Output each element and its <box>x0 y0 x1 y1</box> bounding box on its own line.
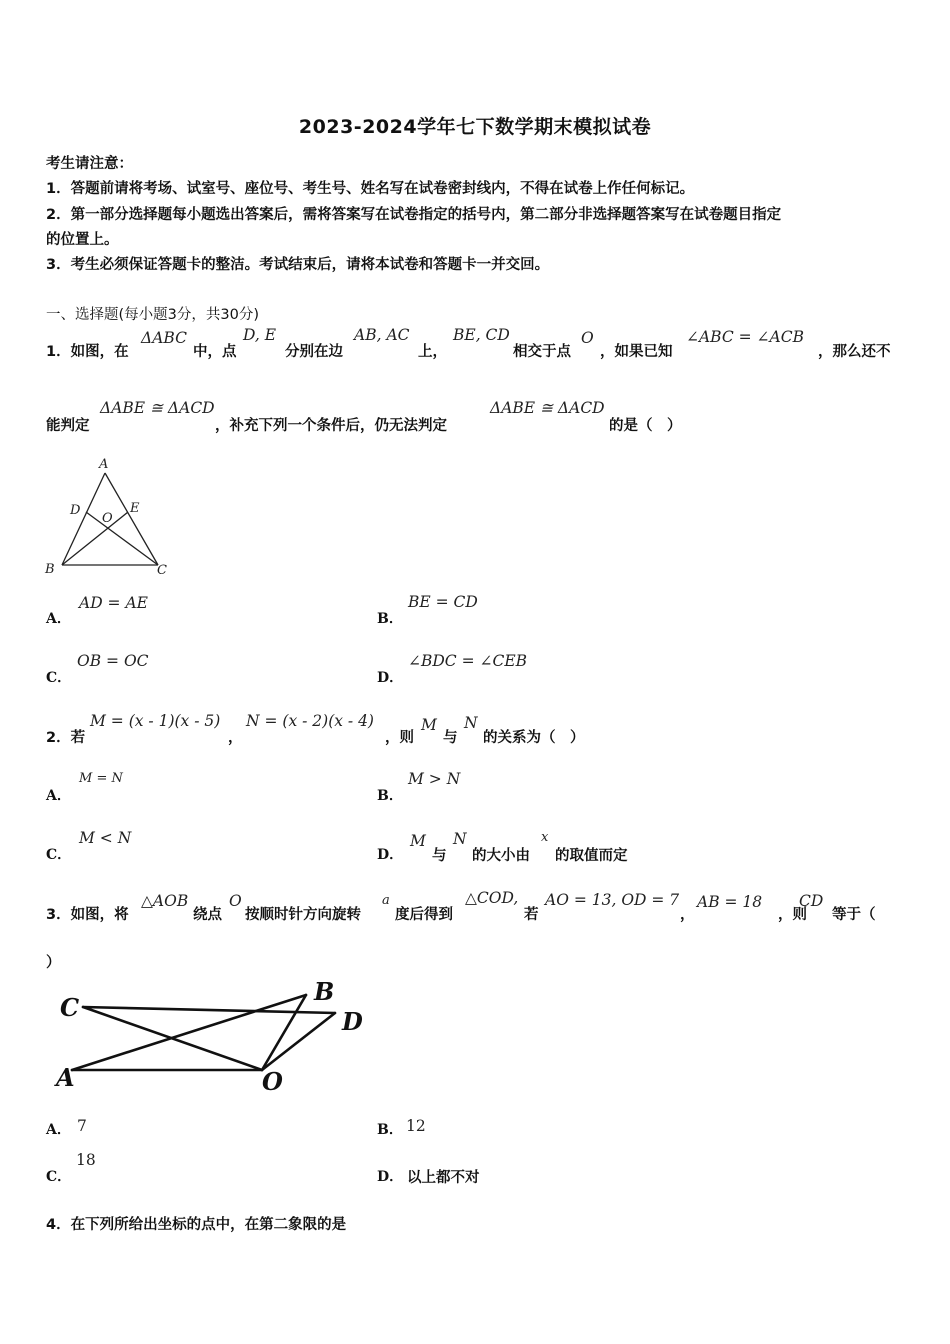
q2-option-c: M < N <box>79 829 132 847</box>
q1-text-9: ，补充下列一个条件后，仍无法判定 <box>215 418 447 434</box>
q2-text-2: ， <box>228 730 243 746</box>
q1-math-7: ΔABE ≅ ΔACD <box>100 399 215 417</box>
q2-option-a: M = N <box>79 771 123 786</box>
q2-option-d-label: D． <box>377 847 404 863</box>
q3-text-6: ， <box>680 907 695 923</box>
page-title: 2023-2024学年七下数学期末模拟试卷 <box>298 116 652 138</box>
label-o: O <box>102 511 113 526</box>
segment-be <box>62 512 128 565</box>
q2-option-d-math-2: N <box>453 830 467 848</box>
q1-text-1: 1．如图，在 <box>46 344 129 360</box>
q3-rotation-figure <box>50 978 380 1096</box>
q2-option-d-text-1: 与 <box>432 848 447 864</box>
section-heading: 一、选择题(每小题3分，共30分) <box>46 307 259 323</box>
q1-option-a-label: A． <box>46 611 71 627</box>
q1-text-4: 上， <box>418 344 447 360</box>
q2-math-3: M <box>421 716 437 734</box>
q3-math-1: △AOB <box>141 892 189 910</box>
q2-text-5: 的关系为（ ） <box>483 730 585 746</box>
q3-option-a: 7 <box>77 1117 87 1135</box>
notice-line-3: 3．考生必须保证答题卡的整洁。考试结束后，请将本试卷和答题卡一并交回。 <box>46 257 550 273</box>
label-d: D <box>342 1007 363 1036</box>
notice-line-2: 2．第一部分选择题每小题选出答案后，需将答案写在试卷指定的括号内，第二部分非选择题答案写在试卷题目指定 <box>46 207 782 223</box>
q1-math-4: BE, CD <box>453 326 510 344</box>
q1-math-1: ΔABC <box>141 329 187 347</box>
q3-option-a-label: A． <box>46 1122 71 1138</box>
q1-option-a: AD = AE <box>79 594 148 612</box>
q3-text-1: 3．如图，将 <box>46 907 129 923</box>
q3-text-5: 若 <box>524 907 539 923</box>
label-e: E <box>130 501 140 516</box>
q3-text-3: 按顺时针方向旋转 <box>245 907 361 923</box>
q1-option-c-label: C． <box>46 670 72 686</box>
q1-math-8: ΔABE ≅ ΔACD <box>490 399 605 417</box>
q3-text-7: ，则 <box>778 907 807 923</box>
q2-math-2: N = (x - 2)(x - 4) <box>246 712 374 730</box>
q2-option-d-text-3: 的取值而定 <box>555 848 628 864</box>
q2-math-4: N <box>464 714 478 732</box>
label-o: O <box>262 1067 283 1096</box>
q1-math-6: ∠ABC = ∠ACB <box>686 328 804 346</box>
q2-option-d-math-1: M <box>410 832 426 850</box>
q1-math-5: O <box>581 329 594 347</box>
q1-math-2: D, E <box>243 326 277 344</box>
notice-heading: 考生请注意： <box>46 156 133 172</box>
q1-math-3: AB, AC <box>354 326 410 344</box>
label-a: A <box>56 1063 75 1092</box>
q3-math-7: CD <box>799 892 824 910</box>
q3-option-b-label: B． <box>377 1122 403 1138</box>
q3-math-2: O <box>229 892 242 910</box>
q2-math-1: M = (x - 1)(x - 5) <box>90 712 221 730</box>
q1-option-d-label: D． <box>377 670 404 686</box>
notice-line-2b: 的位置上。 <box>46 232 119 248</box>
label-b: B <box>314 978 335 1006</box>
q3-option-d-label: D． <box>377 1169 404 1185</box>
q2-text-3: ，则 <box>385 730 414 746</box>
q2-option-d-math-3: x <box>541 830 549 845</box>
notice-line-1: 1．答题前请将考场、试室号、座位号、考生号、姓名写在试卷密封线内，不得在试卷上作任何标记。 <box>46 181 695 197</box>
label-d: D <box>70 503 81 518</box>
side-ac <box>105 473 158 565</box>
q3-text-2: 绕点 <box>193 907 222 923</box>
segment-od <box>262 1013 335 1070</box>
q1-triangle-figure <box>40 452 180 582</box>
label-c: C <box>157 563 167 578</box>
q2-option-b-label: B． <box>377 788 403 804</box>
q3-option-b: 12 <box>406 1117 426 1135</box>
q1-text-6: ，如果已知 <box>600 344 673 360</box>
q1-option-c: OB = OC <box>77 652 149 670</box>
q1-text-10: 的是（ ） <box>609 418 682 434</box>
q3-math-5: AO = 13, OD = 7 <box>545 891 680 909</box>
q1-text-2: 中，点 <box>193 344 237 360</box>
segment-cd <box>86 512 158 565</box>
segment-ab <box>72 995 306 1070</box>
q3-text-4: 度后得到 <box>395 907 453 923</box>
q2-option-b: M > N <box>408 770 461 788</box>
q1-text-8: 能判定 <box>46 418 90 434</box>
q3-text-9: ） <box>46 955 61 971</box>
q1-text-5: 相交于点 <box>513 344 571 360</box>
label-b: B <box>45 562 55 577</box>
q1-option-b: BE = CD <box>408 593 478 611</box>
q3-math-6: AB = 18 <box>697 893 763 911</box>
label-c: C <box>60 993 80 1022</box>
q4-text-1: 4．在下列所给出坐标的点中，在第二象限的是 <box>46 1217 347 1233</box>
q1-text-3: 分别在边 <box>285 344 343 360</box>
label-a: A <box>99 457 109 472</box>
q2-text-1: 2．若 <box>46 730 86 746</box>
q3-option-d: 以上都不对 <box>407 1170 480 1186</box>
q3-math-4: △COD, <box>465 889 519 907</box>
q2-option-c-label: C． <box>46 847 72 863</box>
q2-option-d-text-2: 的大小由 <box>472 848 530 864</box>
q3-text-8: 等于（ <box>832 907 876 923</box>
q2-option-a-label: A． <box>46 788 71 804</box>
q2-text-4: 与 <box>443 730 458 746</box>
q1-text-7: ，那么还不 <box>818 344 891 360</box>
q3-option-c: 18 <box>76 1151 96 1169</box>
q1-option-b-label: B． <box>377 611 403 627</box>
q1-option-d: ∠BDC = ∠CEB <box>408 652 528 670</box>
q3-option-c-label: C． <box>46 1169 72 1185</box>
side-ab <box>62 473 105 565</box>
q3-math-3: a <box>382 893 390 908</box>
